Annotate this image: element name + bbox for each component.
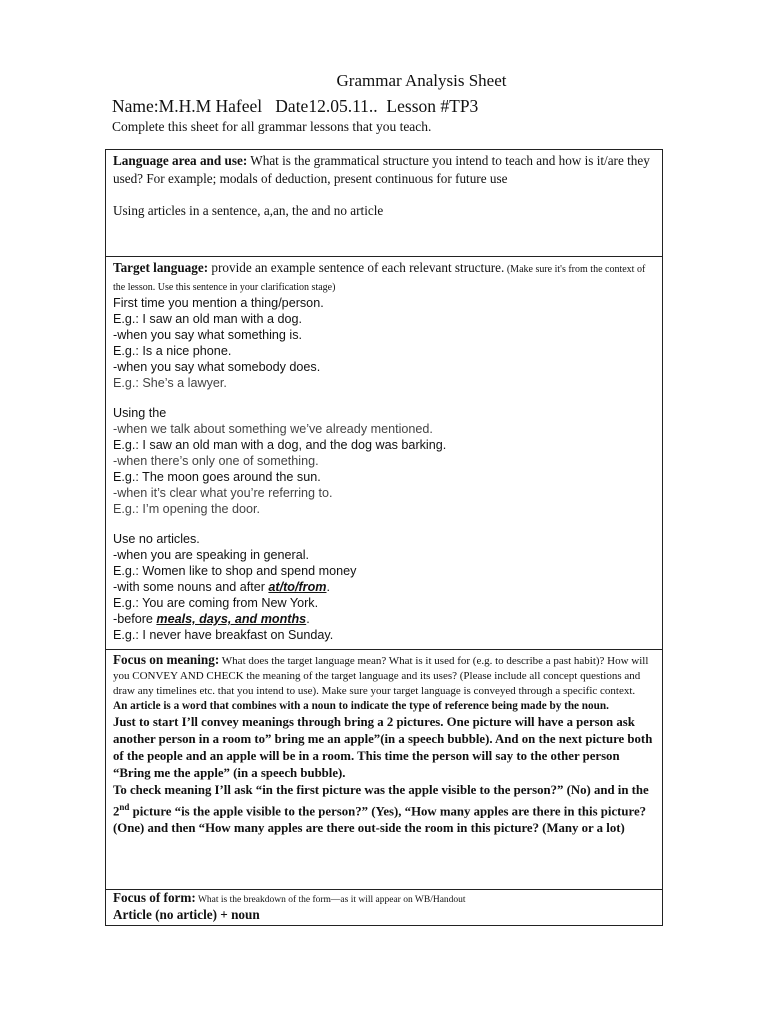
example-line: E.g.: You are coming from New York. [113, 596, 319, 610]
meaning-answer-check [113, 782, 655, 837]
example-line: E.g.: Is a nice phone. [113, 344, 232, 358]
no-article-examples [113, 531, 655, 643]
target-language-cell [106, 257, 663, 650]
example-text: -with some nouns and after [113, 580, 269, 594]
example-line: E.g.: Women like to shop and spend money [113, 564, 357, 578]
example-line: -when you are speaking in general. [113, 548, 310, 562]
focus-meaning-question [113, 652, 655, 699]
emphasized-prepositions: at/to/from [268, 580, 327, 594]
focus-form-row [106, 890, 663, 926]
example-line: -when you say what something is. [113, 328, 302, 342]
meaning-answer-convey: Just to start I’ll convey meanings through bring a 2 pictures. One picture will have a person ask another person in a room to” bring me an apple”(in a speech bubble). And on the next picture both of the people and an apple will be in a room. This time the person will say to the other person “Bring me the apple” (in a speech bubble). [113, 715, 653, 780]
example-line [113, 611, 655, 627]
name-date-lesson-line: Name:M.H.M Hafeel Date12.05.11.. Lesson #TP3 [112, 96, 479, 116]
ordinal-suffix: nd [119, 802, 130, 812]
focus-form-prompt: What is the breakdown of the form—as it will appear on WB/Handout [195, 895, 466, 905]
target-language-question [113, 259, 655, 295]
language-area-row [106, 150, 663, 257]
example-line: -when there’s only one of something. [113, 454, 319, 468]
example-text: . [326, 580, 330, 594]
emphasized-time-words: meals, days, and months [156, 612, 307, 626]
example-line: -when we talk about something we’ve already mentioned. [113, 422, 433, 436]
focus-meaning-cell [106, 650, 663, 890]
focus-meaning-row [106, 650, 663, 890]
sheet-title: Grammar Analysis Sheet [336, 71, 507, 90]
spacer [113, 517, 655, 531]
meaning-check-text: To check meaning I’ll ask “in the first picture was the apple visible to the person?” (No) and in the 2 [113, 783, 649, 819]
example-line: E.g.: The moon goes around the sun. [113, 470, 321, 484]
the-examples [113, 405, 655, 517]
example-line: E.g.: I saw an old man with a dog. [113, 312, 303, 326]
focus-meaning-prompt: What does the target language mean? What is it used for (e.g. to describe a past habit)? How will you CONVEY AND CHECK the meaning of the target language and its uses? (Please include all concept questions and draw any timelines etc. that you intend to use). Make sure your target language is conveyed through a specific context. [113, 655, 649, 697]
language-area-cell [106, 150, 663, 257]
example-line: E.g.: I’m opening the door. [113, 502, 261, 516]
form-formula: Article (no article) + noun [113, 907, 260, 922]
spacer [113, 391, 655, 405]
a-an-examples [113, 295, 655, 391]
analysis-table [105, 149, 663, 926]
example-line [113, 579, 655, 595]
example-line: Use no articles. [113, 532, 200, 546]
focus-meaning-label: Focus on meaning: [113, 652, 220, 667]
example-line: E.g.: I saw an old man with a dog, and the dog was barking. [113, 438, 447, 452]
language-area-label: Language area and use: [113, 153, 248, 168]
example-line: E.g.: She’s a lawyer. [113, 376, 227, 390]
example-line: E.g.: I never have breakfast on Sunday. [113, 628, 334, 642]
example-text: -before [113, 612, 157, 626]
article-definition: An article is a word that combines with a noun to indicate the type of reference being made by the noun. [113, 700, 609, 712]
language-area-answer: Using articles in a sentence, a,an, the and no article [113, 203, 384, 218]
target-language-label: Target language: [113, 260, 209, 275]
focus-form-cell [106, 890, 663, 926]
example-line: Using the [113, 406, 167, 420]
target-language-prompt: provide an example sentence of each relevant structure. [208, 260, 505, 275]
language-area-question [113, 152, 655, 188]
example-text: . [306, 612, 310, 626]
instruction-text: Complete this sheet for all grammar lessons that you teach. [112, 119, 432, 134]
focus-form-question [113, 891, 655, 907]
example-line: First time you mention a thing/person. [113, 296, 324, 310]
target-language-row [106, 257, 663, 650]
target-language-note: (Make sure it's from the context of the lesson. Use this sentence in your clarification stage) [113, 264, 646, 293]
example-line: -when it’s clear what you’re referring to. [113, 486, 333, 500]
example-line: -when you say what somebody does. [113, 360, 321, 374]
language-area-prompt: What is the grammatical structure you intend to teach and how is it/are they used? For example; modals of deduction, present continuous for future use [113, 153, 650, 186]
meaning-check-text: picture “is the apple visible to the person?” (Yes), “How many apples are there in this picture? (One) and then “How many apples are there out-side the room in this picture? (Many or a lot) [113, 804, 647, 836]
focus-form-label: Focus of form: [113, 890, 196, 905]
spacer [113, 188, 655, 202]
